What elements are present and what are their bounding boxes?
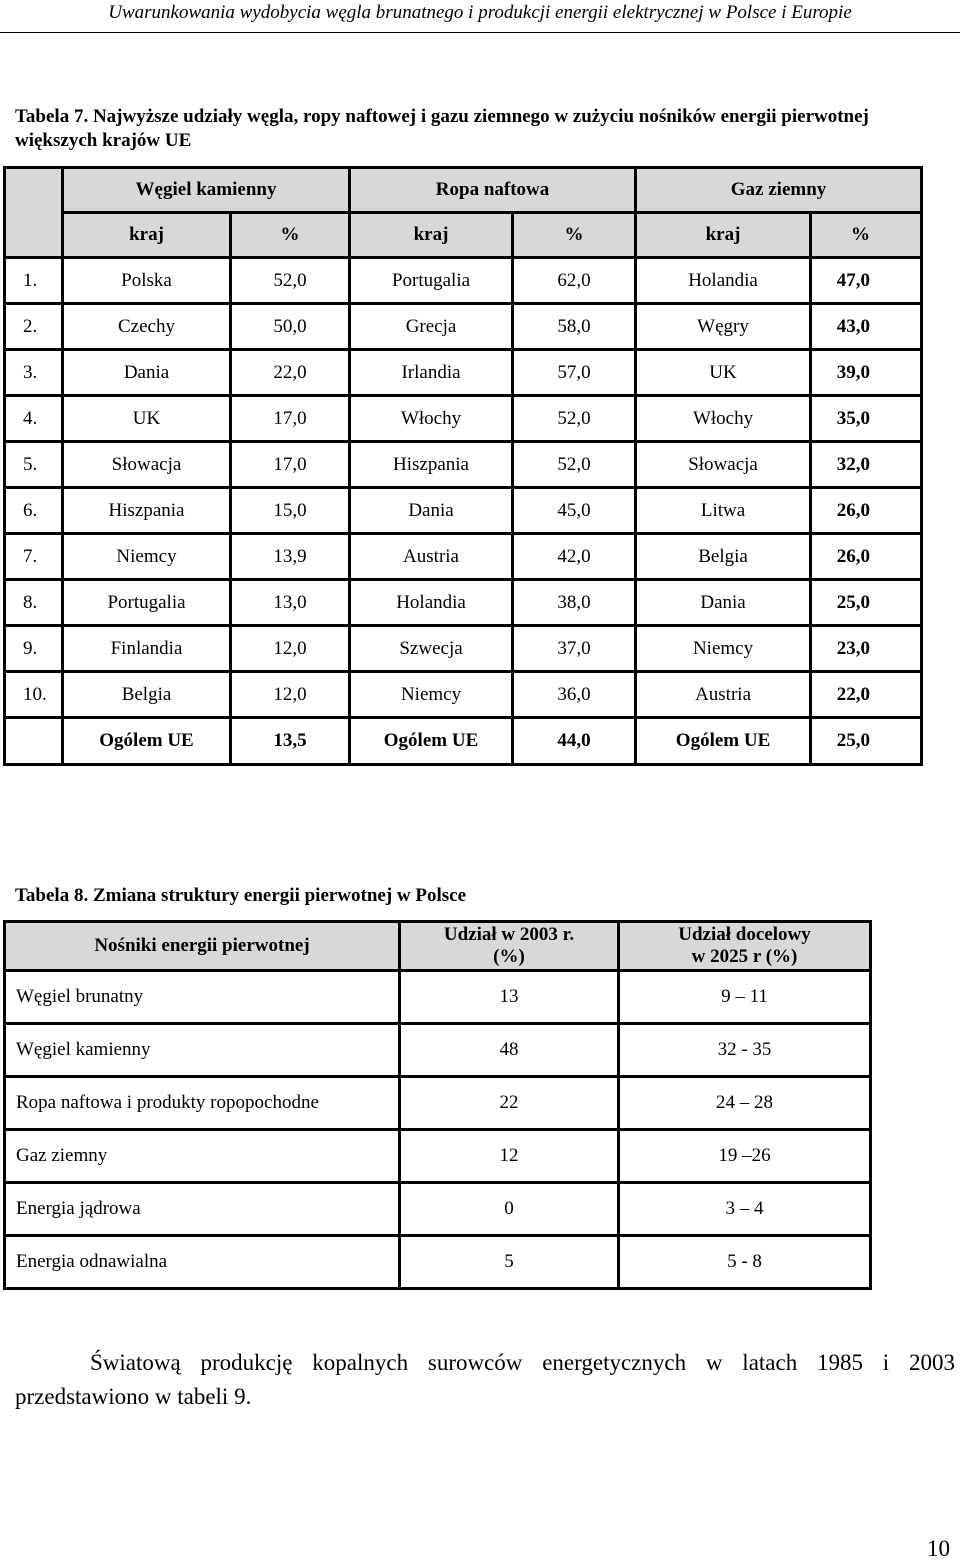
table-cell: 17,0 (231, 442, 350, 488)
table-cell: 15,0 (231, 488, 350, 534)
table-cell: 13,9 (231, 534, 350, 580)
table-cell: 5 (400, 1236, 619, 1289)
table-cell: Ogólem UE (63, 718, 231, 765)
table-cell: 22,0 (811, 672, 922, 718)
table-total-row (5, 718, 922, 765)
table-row (5, 971, 871, 1024)
table-cell: Węgiel kamienny (5, 1024, 400, 1077)
table-cell: 45,0 (513, 488, 636, 534)
table-cell: Niemcy (63, 534, 231, 580)
table-cell: Finlandia (63, 626, 231, 672)
table-cell: Ogólem UE (636, 718, 811, 765)
table-cell: 8. (5, 580, 63, 626)
table7-subheader: % (513, 213, 636, 258)
table-cell: 22 (400, 1077, 619, 1130)
table-cell: Austria (636, 672, 811, 718)
table-row (5, 534, 922, 580)
table-cell: Austria (350, 534, 513, 580)
table-row (5, 626, 922, 672)
table-cell: 50,0 (231, 304, 350, 350)
table-cell: UK (636, 350, 811, 396)
table-cell: Dania (636, 580, 811, 626)
table-cell: Gaz ziemny (5, 1130, 400, 1183)
table-cell: Włochy (636, 396, 811, 442)
table-cell: 6. (5, 488, 63, 534)
table-cell: 26,0 (811, 488, 922, 534)
table-cell: 38,0 (513, 580, 636, 626)
table-cell: Czechy (63, 304, 231, 350)
table-cell (5, 718, 63, 765)
table7-corner (5, 168, 63, 258)
table-cell: 0 (400, 1183, 619, 1236)
table-cell: 58,0 (513, 304, 636, 350)
table-cell: 62,0 (513, 258, 636, 304)
table7 (3, 166, 923, 766)
running-header: Uwarunkowania wydobycia węgla brunatnego i produkcji energii elektrycznej w Polsce i Europie (0, 0, 960, 33)
table-cell: 48 (400, 1024, 619, 1077)
table-row (5, 304, 922, 350)
table-cell: 13,5 (231, 718, 350, 765)
table8-header: Nośniki energii pierwotnej (5, 922, 400, 971)
table-cell: Irlandia (350, 350, 513, 396)
table-cell: 57,0 (513, 350, 636, 396)
table8 (3, 920, 872, 1290)
table-row (5, 1236, 871, 1289)
table-cell: Szwecja (350, 626, 513, 672)
table-cell: 10. (5, 672, 63, 718)
table-cell: 17,0 (231, 396, 350, 442)
table-cell: Ogólem UE (350, 718, 513, 765)
table-cell: 5 - 8 (619, 1236, 871, 1289)
table-cell: 12 (400, 1130, 619, 1183)
table-cell: 39,0 (811, 350, 922, 396)
table8-header (400, 922, 619, 971)
table-cell: Energia jądrowa (5, 1183, 400, 1236)
table7-group-header: Węgiel kamienny (63, 168, 350, 213)
table-cell: Hiszpania (350, 442, 513, 488)
table-cell: 7. (5, 534, 63, 580)
table-cell: Słowacja (636, 442, 811, 488)
table-cell: 42,0 (513, 534, 636, 580)
table-cell: Dania (63, 350, 231, 396)
table-row (5, 488, 922, 534)
table-cell: Słowacja (63, 442, 231, 488)
table-cell: Hiszpania (63, 488, 231, 534)
table-cell: 35,0 (811, 396, 922, 442)
table-cell: 25,0 (811, 580, 922, 626)
table7-subheader: kraj (63, 213, 231, 258)
table-row (5, 258, 922, 304)
table-cell: 23,0 (811, 626, 922, 672)
table8-header-line: w 2025 r (%) (691, 946, 798, 967)
table-cell: Portugalia (63, 580, 231, 626)
table-cell: Energia odnawialna (5, 1236, 400, 1289)
table-row (5, 1024, 871, 1077)
table-cell: Niemcy (636, 626, 811, 672)
table-cell: 32,0 (811, 442, 922, 488)
table-cell: Włochy (350, 396, 513, 442)
table8-header-line: Udział docelowy (678, 924, 811, 945)
table-cell: 4. (5, 396, 63, 442)
table-cell: 26,0 (811, 534, 922, 580)
table-cell: 12,0 (231, 626, 350, 672)
table7-subheader: kraj (350, 213, 513, 258)
table-cell: 52,0 (513, 396, 636, 442)
table-cell: 3. (5, 350, 63, 396)
table-cell: 43,0 (811, 304, 922, 350)
table-row (5, 672, 922, 718)
table-cell: 13 (400, 971, 619, 1024)
table8-header (619, 922, 871, 971)
table-cell: 52,0 (513, 442, 636, 488)
table-cell: Węgiel brunatny (5, 971, 400, 1024)
table7-group-header: Ropa naftowa (350, 168, 636, 213)
table-cell: 12,0 (231, 672, 350, 718)
table-cell: Holandia (350, 580, 513, 626)
table-row (5, 1183, 871, 1236)
table-cell: 52,0 (231, 258, 350, 304)
table-cell: 1. (5, 258, 63, 304)
table7-subheader: kraj (636, 213, 811, 258)
table-cell: 36,0 (513, 672, 636, 718)
table-cell: 3 – 4 (619, 1183, 871, 1236)
table-cell: Portugalia (350, 258, 513, 304)
table7-subheader: % (231, 213, 350, 258)
table-cell: Polska (63, 258, 231, 304)
table-row (5, 350, 922, 396)
table-cell: Holandia (636, 258, 811, 304)
table8-caption: Tabela 8. Zmiana struktury energii pierwotnej w Polsce (15, 885, 467, 906)
table-cell: Dania (350, 488, 513, 534)
table7-subheader: % (811, 213, 922, 258)
table8-header-line: Udział w 2003 r. (443, 924, 575, 945)
table-cell: 5. (5, 442, 63, 488)
table-cell: 13,0 (231, 580, 350, 626)
table-cell: 9. (5, 626, 63, 672)
table8-header-line: (%) (493, 946, 525, 967)
table-cell: 19 –26 (619, 1130, 871, 1183)
table-cell: Niemcy (350, 672, 513, 718)
table-cell: 37,0 (513, 626, 636, 672)
page-number: 10 (927, 1536, 950, 1561)
table-cell: UK (63, 396, 231, 442)
table-cell: 44,0 (513, 718, 636, 765)
table-cell: Belgia (636, 534, 811, 580)
table-cell: 22,0 (231, 350, 350, 396)
table-cell: Węgry (636, 304, 811, 350)
table-cell: 47,0 (811, 258, 922, 304)
body-paragraph: Światową produkcję kopalnych surowców energetycznych w latach 1985 i 2003 przedstawiono w tabeli 9. (15, 1350, 955, 1409)
table7-caption: Tabela 7. Najwyższe udziały węgla, ropy naftowej i gazu ziemnego w zużyciu nośników energii pierwotnej większych krajów UE (15, 106, 869, 151)
table-row (5, 1077, 871, 1130)
table-cell: Ropa naftowa i produkty ropopochodne (5, 1077, 400, 1130)
table-row (5, 580, 922, 626)
table-cell: Grecja (350, 304, 513, 350)
table7-group-header: Gaz ziemny (636, 168, 922, 213)
table-row (5, 442, 922, 488)
table-cell: 24 – 28 (619, 1077, 871, 1130)
table-cell: 32 - 35 (619, 1024, 871, 1077)
table-cell: Litwa (636, 488, 811, 534)
table-cell: Belgia (63, 672, 231, 718)
table-row (5, 396, 922, 442)
table-cell: 25,0 (811, 718, 922, 765)
table-cell: 9 – 11 (619, 971, 871, 1024)
table-cell: 2. (5, 304, 63, 350)
table-row (5, 1130, 871, 1183)
